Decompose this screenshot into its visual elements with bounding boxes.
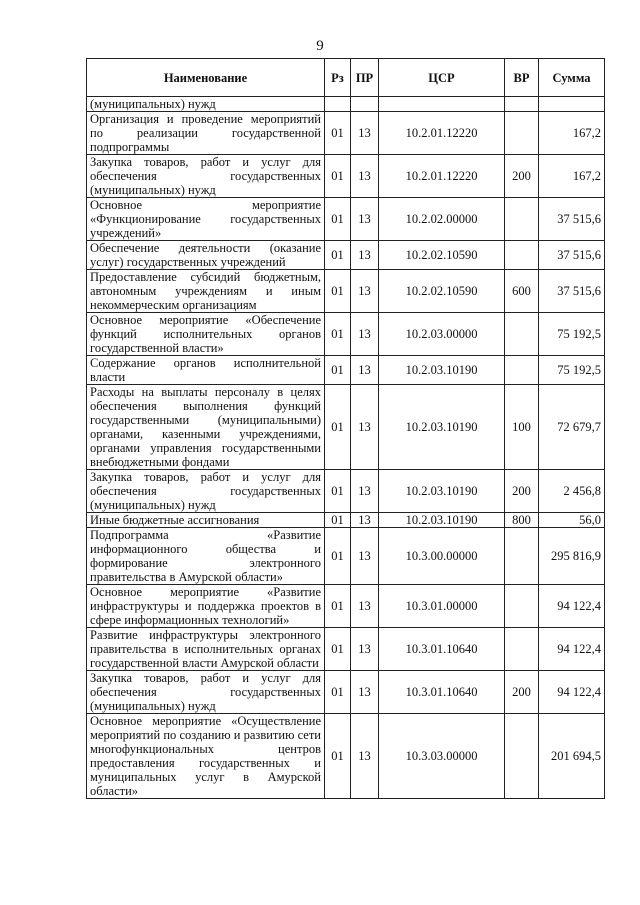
row-sum: 94 122,4 bbox=[539, 671, 605, 714]
header-name: Наименование bbox=[87, 59, 325, 97]
row-rz: 01 bbox=[325, 198, 351, 241]
row-csr: 10.3.00.00000 bbox=[379, 528, 505, 585]
row-csr: 10.3.03.00000 bbox=[379, 714, 505, 799]
row-name: Закупка товаров, работ и услуг для обеспечения государственных (муниципальных) нужд bbox=[87, 671, 325, 714]
row-name: Обеспечение деятельности (оказание услуг) государственных учреждений bbox=[87, 241, 325, 270]
row-rz: 01 bbox=[325, 385, 351, 470]
row-vr bbox=[505, 714, 539, 799]
row-rz: 01 bbox=[325, 671, 351, 714]
row-name: Закупка товаров, работ и услуг для обеспечения государственных (муниципальных) нужд bbox=[87, 155, 325, 198]
row-pr: 13 bbox=[351, 198, 379, 241]
table-row bbox=[87, 513, 605, 528]
row-rz: 01 bbox=[325, 714, 351, 799]
row-rz: 01 bbox=[325, 356, 351, 385]
row-vr bbox=[505, 628, 539, 671]
row-csr: 10.2.03.00000 bbox=[379, 313, 505, 356]
row-vr bbox=[505, 112, 539, 155]
row-pr: 13 bbox=[351, 356, 379, 385]
row-rz: 01 bbox=[325, 155, 351, 198]
row-pr: 13 bbox=[351, 628, 379, 671]
table-header-row bbox=[87, 59, 605, 97]
table-row bbox=[87, 585, 605, 628]
table-row bbox=[87, 385, 605, 470]
row-pr: 13 bbox=[351, 714, 379, 799]
row-csr: 10.2.02.00000 bbox=[379, 198, 505, 241]
row-rz: 01 bbox=[325, 528, 351, 585]
row-vr bbox=[505, 97, 539, 112]
row-csr: 10.3.01.10640 bbox=[379, 628, 505, 671]
row-name: (муниципальных) нужд bbox=[87, 97, 325, 112]
table-row bbox=[87, 528, 605, 585]
row-vr: 600 bbox=[505, 270, 539, 313]
budget-table bbox=[86, 58, 605, 799]
row-vr: 200 bbox=[505, 470, 539, 513]
row-pr: 13 bbox=[351, 513, 379, 528]
row-csr: 10.2.02.10590 bbox=[379, 241, 505, 270]
row-rz bbox=[325, 97, 351, 112]
row-name: Организация и проведение мероприятий по реализации государственной подпрограммы bbox=[87, 112, 325, 155]
row-sum: 167,2 bbox=[539, 155, 605, 198]
row-name: Иные бюджетные ассигнования bbox=[87, 513, 325, 528]
table-row bbox=[87, 198, 605, 241]
row-sum: 37 515,6 bbox=[539, 241, 605, 270]
row-sum: 75 192,5 bbox=[539, 313, 605, 356]
row-sum: 37 515,6 bbox=[539, 198, 605, 241]
table-row bbox=[87, 112, 605, 155]
row-name: Содержание органов исполнительной власти bbox=[87, 356, 325, 385]
header-pr: ПР bbox=[351, 59, 379, 97]
row-sum bbox=[539, 97, 605, 112]
row-pr bbox=[351, 97, 379, 112]
table-row bbox=[87, 155, 605, 198]
row-vr bbox=[505, 198, 539, 241]
row-rz: 01 bbox=[325, 112, 351, 155]
row-name: Предоставление субсидий бюджетным, автономным учреждениям и иным некоммерческим организациям bbox=[87, 270, 325, 313]
row-csr: 10.3.01.10640 bbox=[379, 671, 505, 714]
header-csr: ЦСР bbox=[379, 59, 505, 97]
row-vr bbox=[505, 356, 539, 385]
row-csr: 10.3.01.00000 bbox=[379, 585, 505, 628]
row-pr: 13 bbox=[351, 528, 379, 585]
row-rz: 01 bbox=[325, 628, 351, 671]
row-sum: 37 515,6 bbox=[539, 270, 605, 313]
row-rz: 01 bbox=[325, 585, 351, 628]
row-rz: 01 bbox=[325, 470, 351, 513]
row-name: Развитие инфраструктуры электронного правительства в исполнительных органах государственной власти Амурской области bbox=[87, 628, 325, 671]
row-pr: 13 bbox=[351, 470, 379, 513]
row-csr: 10.2.02.10590 bbox=[379, 270, 505, 313]
table-row bbox=[87, 241, 605, 270]
header-sum: Сумма bbox=[539, 59, 605, 97]
row-vr bbox=[505, 585, 539, 628]
table-body bbox=[87, 97, 605, 799]
row-name: Подпрограмма «Развитие информационного общества и формирование электронного правительства в Амурской области» bbox=[87, 528, 325, 585]
row-sum: 56,0 bbox=[539, 513, 605, 528]
row-csr: 10.2.03.10190 bbox=[379, 385, 505, 470]
row-sum: 94 122,4 bbox=[539, 585, 605, 628]
row-sum: 72 679,7 bbox=[539, 385, 605, 470]
row-vr bbox=[505, 528, 539, 585]
row-csr: 10.2.03.10190 bbox=[379, 513, 505, 528]
row-pr: 13 bbox=[351, 313, 379, 356]
row-vr bbox=[505, 313, 539, 356]
row-csr bbox=[379, 97, 505, 112]
table-row bbox=[87, 714, 605, 799]
row-sum: 167,2 bbox=[539, 112, 605, 155]
row-vr: 100 bbox=[505, 385, 539, 470]
page-number: 9 bbox=[316, 38, 324, 54]
table-row bbox=[87, 470, 605, 513]
table-row bbox=[87, 356, 605, 385]
row-name: Основное мероприятие «Функционирование государственных учреждений» bbox=[87, 198, 325, 241]
row-pr: 13 bbox=[351, 385, 379, 470]
row-pr: 13 bbox=[351, 270, 379, 313]
header-rz: Рз bbox=[325, 59, 351, 97]
row-sum: 75 192,5 bbox=[539, 356, 605, 385]
row-sum: 2 456,8 bbox=[539, 470, 605, 513]
row-vr: 200 bbox=[505, 155, 539, 198]
row-name: Расходы на выплаты персоналу в целях обеспечения выполнения функций государственными (муниципальными) органами, казенными учреждениями, органами управления государственными внебюджетными фондами bbox=[87, 385, 325, 470]
header-vr: ВР bbox=[505, 59, 539, 97]
row-rz: 01 bbox=[325, 241, 351, 270]
row-name: Основное мероприятие «Развитие инфраструктуры и поддержка проектов в сфере информационных технологий» bbox=[87, 585, 325, 628]
row-pr: 13 bbox=[351, 112, 379, 155]
table-row bbox=[87, 270, 605, 313]
row-vr: 200 bbox=[505, 671, 539, 714]
table-row bbox=[87, 97, 605, 112]
row-csr: 10.2.03.10190 bbox=[379, 356, 505, 385]
row-csr: 10.2.01.12220 bbox=[379, 155, 505, 198]
row-rz: 01 bbox=[325, 313, 351, 356]
row-name: Основное мероприятие «Осуществление мероприятий по созданию и развитию сети многофункциональных центров предоставления государственных и муниципальных услуг в Амурской области» bbox=[87, 714, 325, 799]
row-vr bbox=[505, 241, 539, 270]
row-name: Закупка товаров, работ и услуг для обеспечения государственных (муниципальных) нужд bbox=[87, 470, 325, 513]
row-pr: 13 bbox=[351, 671, 379, 714]
table-row bbox=[87, 671, 605, 714]
row-vr: 800 bbox=[505, 513, 539, 528]
row-sum: 295 816,9 bbox=[539, 528, 605, 585]
row-pr: 13 bbox=[351, 155, 379, 198]
table-row bbox=[87, 313, 605, 356]
row-csr: 10.2.01.12220 bbox=[379, 112, 505, 155]
row-name: Основное мероприятие «Обеспечение функций исполнительных органов государственной власти» bbox=[87, 313, 325, 356]
row-pr: 13 bbox=[351, 241, 379, 270]
row-sum: 94 122,4 bbox=[539, 628, 605, 671]
row-pr: 13 bbox=[351, 585, 379, 628]
row-sum: 201 694,5 bbox=[539, 714, 605, 799]
row-rz: 01 bbox=[325, 270, 351, 313]
row-csr: 10.2.03.10190 bbox=[379, 470, 505, 513]
row-rz: 01 bbox=[325, 513, 351, 528]
table-row bbox=[87, 628, 605, 671]
